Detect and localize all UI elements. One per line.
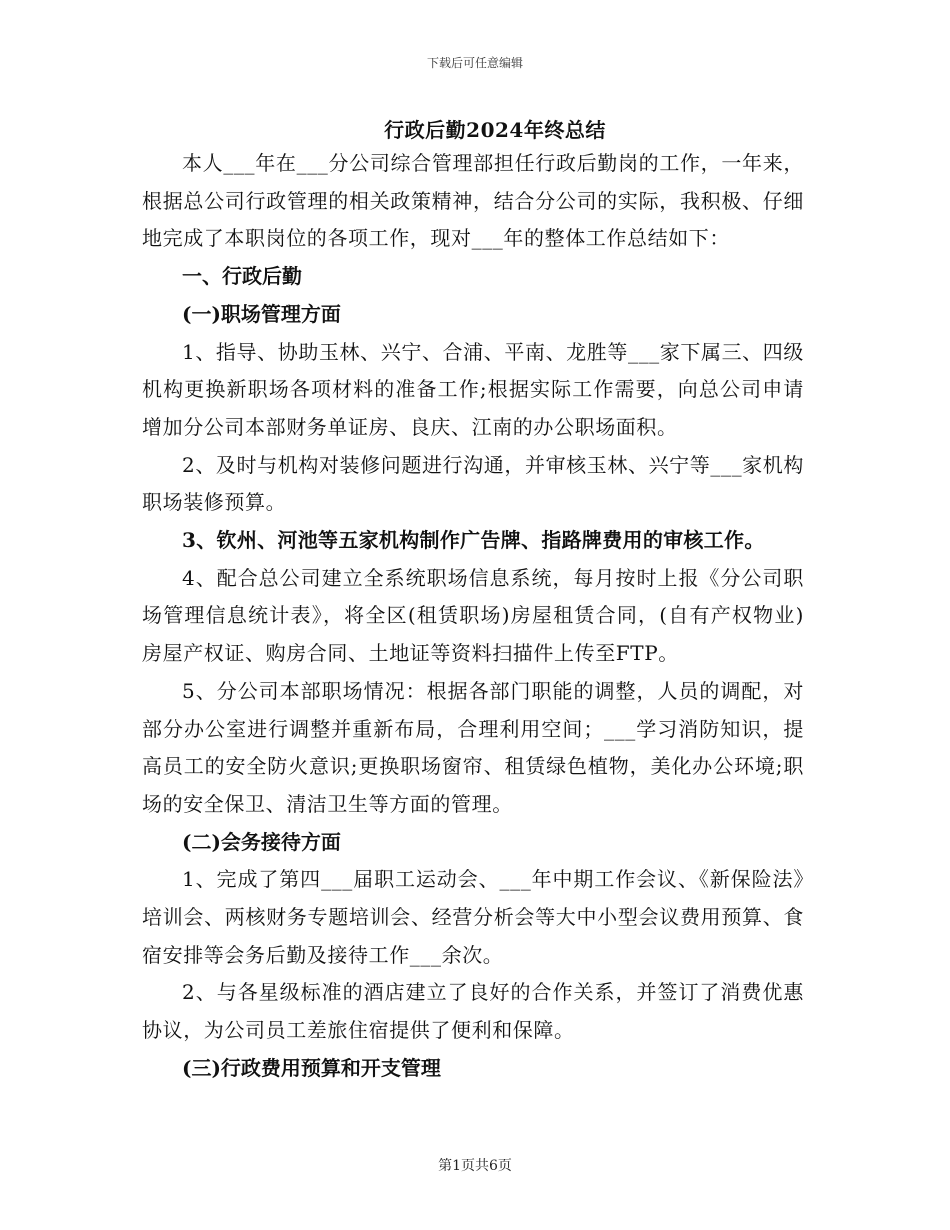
document-title: 行政后勤2024年终总结: [384, 118, 606, 142]
paragraph: 4、配合总公司建立全系统职场信息系统，每月按时上报《分公司职场管理信息统计表》，将全区(租赁职场)房屋租赁合同，(自有产权物业)房屋产权证、购房合同、土地证等资料扫描件上传至FTP。: [142, 565, 804, 666]
paragraph: 1、完成了第四___届职工运动会、___年中期工作会议、《新保险法》培训会、两核财务专题培训会、经营分析会等大中小型会议费用预算、食宿安排等会务后勤及接待工作___余次。: [142, 867, 804, 967]
document-body: [142, 145, 804, 1088]
subsection-heading: (二)会务接待方面: [182, 829, 341, 854]
subsection-heading: (一)职场管理方面: [182, 301, 341, 326]
paragraph-bold: 3、钦州、河池等五家机构制作广告牌、指路牌费用的审核工作。: [182, 528, 765, 553]
paragraph: 2、及时与机构对装修问题进行沟通，并审核玉林、兴宁等___家机构职场装修预算。: [142, 452, 804, 515]
section-heading: 一、行政后勤: [182, 264, 302, 289]
page-footer: 第1页共6页: [438, 1158, 512, 1174]
paragraph: 1、指导、协助玉林、兴宁、合浦、平南、龙胜等___家下属三、四级机构更换新职场各项材料的准备工作;根据实际工作需要，向总公司申请增加分公司本部财务单证房、良庆、江南的办公职场面积。: [142, 339, 804, 439]
paragraph: 2、与各星级标准的酒店建立了良好的合作关系，并签订了消费优惠协议，为公司员工差旅住宿提供了便利和保障。: [142, 980, 804, 1043]
subsection-heading: (三)行政费用预算和开支管理: [182, 1055, 441, 1080]
header-note: 下载后可任意编辑: [426, 56, 523, 70]
paragraph: 5、分公司本部职场情况：根据各部门职能的调整，人员的调配，对部分办公室进行调整并重新布局，合理利用空间；___学习消防知识，提高员工的安全防火意识;更换职场窗帘、租赁绿色植物，美化办公环境;职场的安全保卫、清洁卫生等方面的管理。: [142, 678, 804, 816]
intro-paragraph: 本人___年在___分公司综合管理部担任行政后勤岗的工作，一年来，根据总公司行政管理的相关政策精神，结合分公司的实际，我积极、仔细地完成了本职岗位的各项工作，现对___年的整体工作总结如下：: [142, 151, 804, 251]
